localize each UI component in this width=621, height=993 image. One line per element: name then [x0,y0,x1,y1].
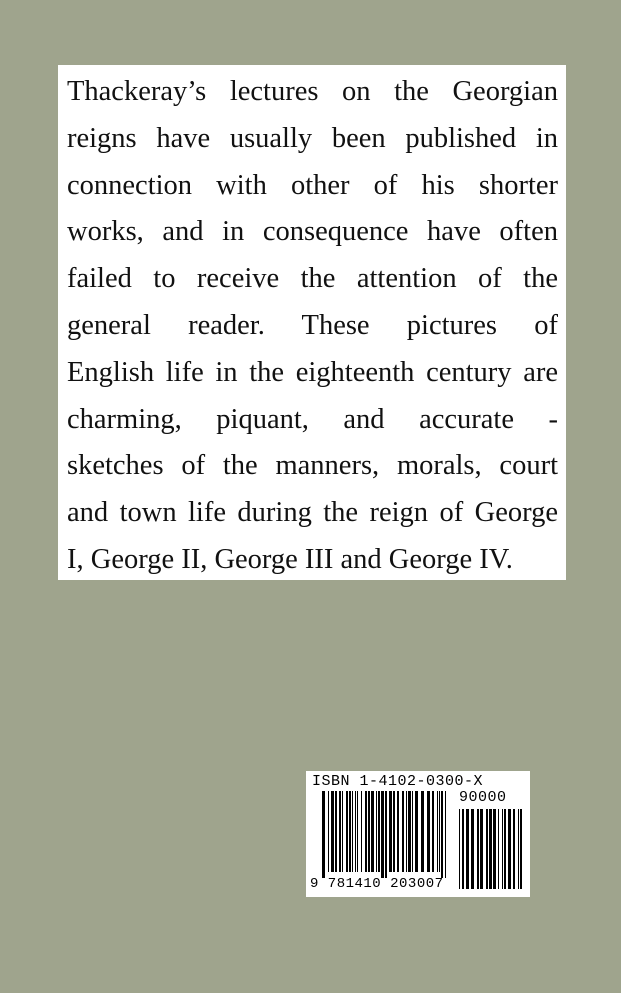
blurb-line: English life in the eighteenth century are [67,356,558,388]
blurb-line: failed to receive the attention of the [67,263,558,295]
blurb-line: connection with other of his shorter [67,169,558,201]
ean-digits: 9 781410 203007 [310,876,444,892]
back-cover-blurb [58,65,566,580]
addon-price-code: 90000 [459,789,507,806]
isbn-label: ISBN 1-4102-0300-X [312,773,484,790]
blurb-line: reigns have usually been published in [67,122,558,154]
blurb-line: general reader. These pictures of [67,309,558,341]
blurb-line: Thackeray’s lectures on the Georgian [67,76,558,107]
blurb-line: I, George II, George III and George IV. [67,543,513,575]
blurb-line: sketches of the manners, morals, court [67,450,558,482]
isbn-barcode [306,771,530,897]
blurb-line: charming, piquant, and accurate - [67,403,558,435]
blurb-line: works, and in consequence have often [67,216,558,248]
blurb-line: and town life during the reign of George [67,497,558,529]
